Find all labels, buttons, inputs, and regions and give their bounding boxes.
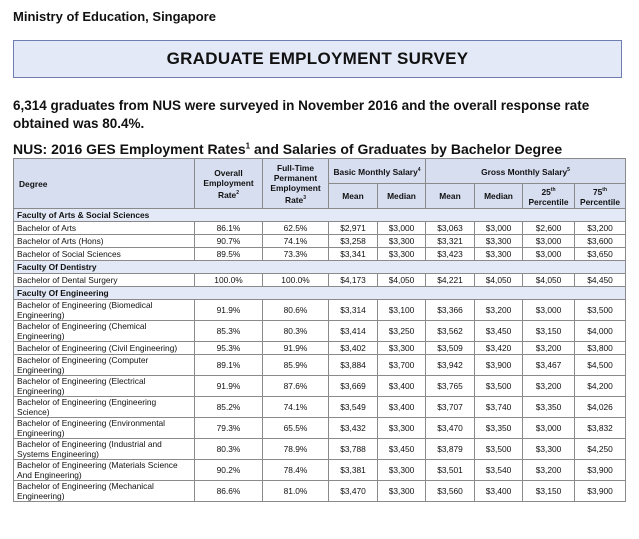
p25-cell: $3,200 bbox=[523, 376, 575, 397]
p75-cell: $3,200 bbox=[575, 222, 626, 235]
p75-cell: $4,250 bbox=[575, 439, 626, 460]
gross-median-cell: $3,500 bbox=[475, 439, 523, 460]
fulltime-rate-cell: 78.4% bbox=[263, 460, 329, 481]
p25-cell: $3,350 bbox=[523, 397, 575, 418]
basic-mean-cell: $3,402 bbox=[329, 342, 378, 355]
basic-median-header: Median bbox=[378, 184, 426, 209]
ministry-heading: Ministry of Education, Singapore bbox=[13, 9, 216, 24]
gross-median-cell: $3,300 bbox=[475, 235, 523, 248]
gross-median-cell: $3,740 bbox=[475, 397, 523, 418]
overall-rate-cell: 90.2% bbox=[195, 460, 263, 481]
intro-paragraph: 6,314 graduates from NUS were surveyed in November 2016 and the overall response rate obtained was 80.4%. bbox=[13, 98, 590, 131]
p75-header bbox=[575, 184, 626, 209]
gross-mean-cell: $3,942 bbox=[426, 355, 475, 376]
basic-mean-cell: $3,669 bbox=[329, 376, 378, 397]
gross-median-cell: $3,200 bbox=[475, 300, 523, 321]
gross-salary-header bbox=[426, 159, 626, 184]
table-row bbox=[14, 300, 626, 321]
basic-mean-header: Mean bbox=[329, 184, 378, 209]
gross-mean-cell: $3,509 bbox=[426, 342, 475, 355]
table-title bbox=[13, 141, 625, 157]
fulltime-rate-footnote: 3 bbox=[303, 194, 306, 201]
table-body bbox=[14, 209, 626, 502]
p75-cell: $4,450 bbox=[575, 274, 626, 287]
employment-table bbox=[13, 158, 626, 502]
degree-cell: Bachelor of Arts bbox=[14, 222, 195, 235]
gross-mean-cell: $3,063 bbox=[426, 222, 475, 235]
gross-median-cell: $3,450 bbox=[475, 321, 523, 342]
p75-number: 75 bbox=[592, 186, 603, 197]
basic-median-cell: $3,000 bbox=[378, 222, 426, 235]
fulltime-rate-cell: 74.1% bbox=[263, 397, 329, 418]
overall-rate-cell: 85.3% bbox=[195, 321, 263, 342]
p75-cell: $3,900 bbox=[575, 460, 626, 481]
table-row bbox=[14, 481, 626, 502]
basic-mean-cell: $3,314 bbox=[329, 300, 378, 321]
table-title-part2: and Salaries of Graduates by Bachelor Degree bbox=[250, 141, 563, 157]
gross-mean-cell: $3,562 bbox=[426, 321, 475, 342]
p25-cell: $4,050 bbox=[523, 274, 575, 287]
basic-mean-cell: $3,549 bbox=[329, 397, 378, 418]
degree-cell: Bachelor of Arts (Hons) bbox=[14, 235, 195, 248]
p25-cell: $2,600 bbox=[523, 222, 575, 235]
table-row bbox=[14, 355, 626, 376]
fulltime-rate-cell: 91.9% bbox=[263, 342, 329, 355]
p75-cell: $3,500 bbox=[575, 300, 626, 321]
overall-rate-cell: 86.6% bbox=[195, 481, 263, 502]
basic-mean-cell: $3,884 bbox=[329, 355, 378, 376]
gross-mean-cell: $4,221 bbox=[426, 274, 475, 287]
basic-median-cell: $3,250 bbox=[378, 321, 426, 342]
basic-median-cell: $3,300 bbox=[378, 248, 426, 261]
fulltime-rate-cell: 62.5% bbox=[263, 222, 329, 235]
p75-cell: $4,000 bbox=[575, 321, 626, 342]
degree-cell: Bachelor of Engineering (Mechanical Engineering) bbox=[14, 481, 195, 502]
p25-cell: $3,150 bbox=[523, 321, 575, 342]
basic-mean-cell: $3,414 bbox=[329, 321, 378, 342]
degree-cell: Bachelor of Engineering (Chemical Engineering) bbox=[14, 321, 195, 342]
fulltime-rate-cell: 100.0% bbox=[263, 274, 329, 287]
p25-cell: $3,200 bbox=[523, 460, 575, 481]
p75-suffix: th bbox=[602, 187, 608, 194]
faculty-row bbox=[14, 209, 626, 222]
degree-cell: Bachelor of Engineering (Materials Science And Engineering) bbox=[14, 460, 195, 481]
gross-mean-cell: $3,470 bbox=[426, 418, 475, 439]
gross-median-cell: $3,300 bbox=[475, 248, 523, 261]
table-row bbox=[14, 376, 626, 397]
p25-cell: $3,200 bbox=[523, 342, 575, 355]
table-title-part1: NUS: 2016 GES Employment Rates bbox=[13, 141, 246, 157]
p25-cell: $3,000 bbox=[523, 300, 575, 321]
fulltime-rate-cell: 74.1% bbox=[263, 235, 329, 248]
gross-median-cell: $3,350 bbox=[475, 418, 523, 439]
basic-median-cell: $3,450 bbox=[378, 439, 426, 460]
gross-median-cell: $3,400 bbox=[475, 481, 523, 502]
overall-rate-cell: 86.1% bbox=[195, 222, 263, 235]
p25-label: Percentile bbox=[528, 196, 569, 207]
fulltime-rate-cell: 80.3% bbox=[263, 321, 329, 342]
basic-median-cell: $3,400 bbox=[378, 397, 426, 418]
degree-cell: Bachelor of Engineering (Biomedical Engineering) bbox=[14, 300, 195, 321]
degree-cell: Bachelor of Engineering (Computer Engineering) bbox=[14, 355, 195, 376]
degree-cell: Bachelor of Engineering (Environmental Engineering) bbox=[14, 418, 195, 439]
basic-mean-cell: $3,341 bbox=[329, 248, 378, 261]
gross-mean-cell: $3,321 bbox=[426, 235, 475, 248]
gross-median-cell: $4,050 bbox=[475, 274, 523, 287]
table-row bbox=[14, 248, 626, 261]
basic-median-cell: $3,400 bbox=[378, 376, 426, 397]
table-title-footnote: 1 bbox=[245, 141, 251, 151]
p75-cell: $3,900 bbox=[575, 481, 626, 502]
gross-median-cell: $3,000 bbox=[475, 222, 523, 235]
basic-salary-footnote: 4 bbox=[417, 167, 421, 174]
basic-mean-cell: $4,173 bbox=[329, 274, 378, 287]
gross-mean-cell: $3,879 bbox=[426, 439, 475, 460]
p25-cell: $3,000 bbox=[523, 235, 575, 248]
faculty-row bbox=[14, 261, 626, 274]
faculty-name: Faculty Of Engineering bbox=[14, 287, 626, 300]
p75-cell: $3,832 bbox=[575, 418, 626, 439]
overall-rate-cell: 95.3% bbox=[195, 342, 263, 355]
gross-median-cell: $3,500 bbox=[475, 376, 523, 397]
degree-cell: Bachelor of Engineering (Civil Engineering) bbox=[14, 342, 195, 355]
overall-rate-cell: 80.3% bbox=[195, 439, 263, 460]
overall-rate-cell: 91.9% bbox=[195, 376, 263, 397]
p75-cell: $4,500 bbox=[575, 355, 626, 376]
degree-cell: Bachelor of Engineering (Industrial and Systems Engineering) bbox=[14, 439, 195, 460]
p75-cell: $4,026 bbox=[575, 397, 626, 418]
p75-cell: $3,650 bbox=[575, 248, 626, 261]
fulltime-rate-cell: 87.6% bbox=[263, 376, 329, 397]
basic-median-cell: $3,300 bbox=[378, 235, 426, 248]
table-row bbox=[14, 222, 626, 235]
fulltime-rate-cell: 81.0% bbox=[263, 481, 329, 502]
overall-rate-cell: 90.7% bbox=[195, 235, 263, 248]
p25-cell: $3,467 bbox=[523, 355, 575, 376]
fulltime-rate-cell: 78.9% bbox=[263, 439, 329, 460]
degree-cell: Bachelor of Engineering (Electrical Engineering) bbox=[14, 376, 195, 397]
degree-cell: Bachelor of Dental Surgery bbox=[14, 274, 195, 287]
fulltime-rate-cell: 85.9% bbox=[263, 355, 329, 376]
p25-number: 25 bbox=[541, 186, 551, 197]
gross-median-cell: $3,900 bbox=[475, 355, 523, 376]
degree-cell: Bachelor of Social Sciences bbox=[14, 248, 195, 261]
p25-cell: $3,000 bbox=[523, 248, 575, 261]
table-row bbox=[14, 460, 626, 481]
p25-header bbox=[523, 184, 575, 209]
fulltime-rate-label: Full-Time Permanent Employment Rate bbox=[270, 162, 321, 205]
gross-mean-header: Mean bbox=[426, 184, 475, 209]
fulltime-rate-cell: 65.5% bbox=[263, 418, 329, 439]
overall-rate-label: Overall Employment Rate bbox=[203, 167, 254, 200]
basic-salary-header bbox=[329, 159, 426, 184]
gross-mean-cell: $3,765 bbox=[426, 376, 475, 397]
table-row bbox=[14, 342, 626, 355]
fulltime-rate-cell: 80.6% bbox=[263, 300, 329, 321]
gross-median-cell: $3,420 bbox=[475, 342, 523, 355]
table-row bbox=[14, 321, 626, 342]
basic-mean-cell: $2,971 bbox=[329, 222, 378, 235]
table-row bbox=[14, 235, 626, 248]
overall-rate-cell: 79.3% bbox=[195, 418, 263, 439]
overall-rate-header bbox=[195, 159, 263, 209]
gross-mean-cell: $3,707 bbox=[426, 397, 475, 418]
survey-title: GRADUATE EMPLOYMENT SURVEY bbox=[166, 49, 469, 68]
table-row bbox=[14, 274, 626, 287]
table-row bbox=[14, 397, 626, 418]
basic-median-cell: $3,300 bbox=[378, 342, 426, 355]
overall-rate-footnote: 2 bbox=[236, 189, 239, 196]
p75-label: Percentile bbox=[579, 196, 621, 207]
survey-banner bbox=[13, 40, 622, 78]
faculty-name: Faculty Of Dentistry bbox=[14, 261, 626, 274]
gross-mean-cell: $3,501 bbox=[426, 460, 475, 481]
basic-median-cell: $3,300 bbox=[378, 418, 426, 439]
p25-cell: $3,300 bbox=[523, 439, 575, 460]
basic-mean-cell: $3,432 bbox=[329, 418, 378, 439]
faculty-name: Faculty of Arts & Social Sciences bbox=[14, 209, 626, 222]
p25-suffix: th bbox=[550, 187, 556, 194]
basic-median-cell: $4,050 bbox=[378, 274, 426, 287]
gross-mean-cell: $3,366 bbox=[426, 300, 475, 321]
basic-median-cell: $3,100 bbox=[378, 300, 426, 321]
table-row bbox=[14, 439, 626, 460]
p75-cell: $3,600 bbox=[575, 235, 626, 248]
overall-rate-cell: 85.2% bbox=[195, 397, 263, 418]
basic-median-cell: $3,300 bbox=[378, 460, 426, 481]
basic-mean-cell: $3,788 bbox=[329, 439, 378, 460]
overall-rate-cell: 91.9% bbox=[195, 300, 263, 321]
fulltime-rate-cell: 73.3% bbox=[263, 248, 329, 261]
gross-salary-footnote: 5 bbox=[567, 167, 570, 174]
basic-salary-label: Basic Monthly Salary bbox=[333, 166, 418, 177]
basic-mean-cell: $3,258 bbox=[329, 235, 378, 248]
table-row bbox=[14, 418, 626, 439]
gross-median-header: Median bbox=[475, 184, 523, 209]
degree-header: Degree bbox=[14, 159, 195, 209]
p25-cell: $3,000 bbox=[523, 418, 575, 439]
basic-median-cell: $3,700 bbox=[378, 355, 426, 376]
basic-mean-cell: $3,381 bbox=[329, 460, 378, 481]
gross-salary-label: Gross Monthly Salary bbox=[481, 166, 568, 177]
basic-mean-cell: $3,470 bbox=[329, 481, 378, 502]
overall-rate-cell: 89.1% bbox=[195, 355, 263, 376]
gross-median-cell: $3,540 bbox=[475, 460, 523, 481]
faculty-row bbox=[14, 287, 626, 300]
overall-rate-cell: 100.0% bbox=[195, 274, 263, 287]
degree-cell: Bachelor of Engineering (Engineering Science) bbox=[14, 397, 195, 418]
fulltime-rate-header bbox=[263, 159, 329, 209]
overall-rate-cell: 89.5% bbox=[195, 248, 263, 261]
p75-cell: $3,800 bbox=[575, 342, 626, 355]
p75-cell: $4,200 bbox=[575, 376, 626, 397]
p25-cell: $3,150 bbox=[523, 481, 575, 502]
gross-mean-cell: $3,560 bbox=[426, 481, 475, 502]
basic-median-cell: $3,300 bbox=[378, 481, 426, 502]
gross-mean-cell: $3,423 bbox=[426, 248, 475, 261]
